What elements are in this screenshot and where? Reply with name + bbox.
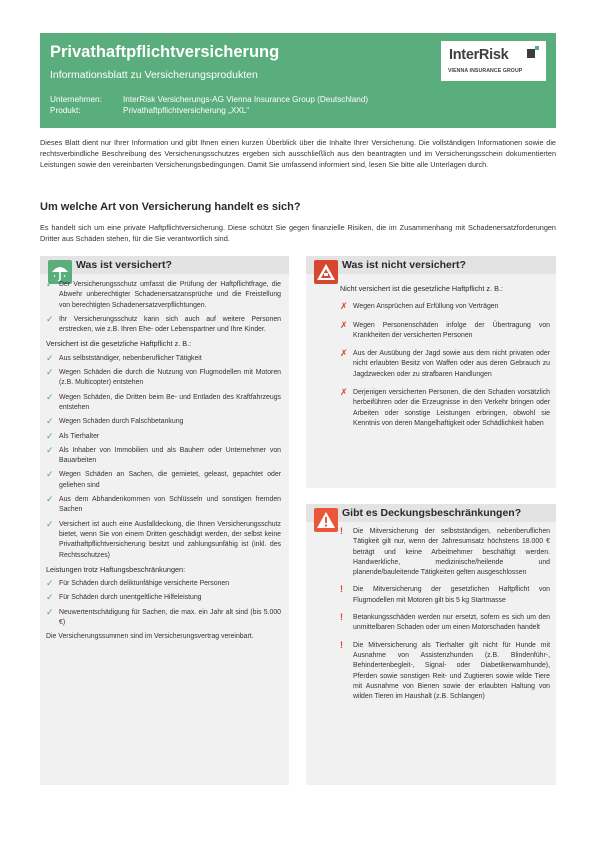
list-item: ! Die Mitversicherung der gesetzlichen Haftpflicht von Flugmodellen mit Motoren gilt bis 5 kg Startmasse xyxy=(340,584,550,604)
check-icon: ✓ xyxy=(46,606,54,617)
section-text: Es handelt sich um eine private Haftpflichtversicherung. Diese schützt Sie gegen finanzielle Risiken, die im Zusammenhang mit Schadenersatzforderungen Dritter aus Schäden stehen, für die Sie verantwortlich sind. xyxy=(40,223,556,244)
check-icon: ✓ xyxy=(46,416,54,427)
cross-icon: ✗ xyxy=(340,319,348,330)
not-insured-title: Was ist nicht versichert? xyxy=(342,259,466,271)
intro-text: Dieses Blatt dient nur Ihrer Information und gibt Ihnen einen kurzen Überblick über die Inhalte Ihrer Versicherung. Die vollständigen Informationen sowie die rechtsverbindliche Beschreibung des Versicherungsschutzes ergeben sich ausschließlich aus den beantragten und im Versicherungsschein dokumentierten Leistungen sowie den vereinbarten Versicherungsbedingungen. Damit Sie umfassend informiert sind, lesen Sie bitte alle Unterlagen durch. xyxy=(40,138,556,170)
list-item: ✗ Derjenigen versicherten Personen, die den Schaden vorsätzlich herbeiführen oder die Erzeugnisse in den Verkehr bringen oder Arbeiten oder sonstige Leistungen erbringen, obwohl sie Kenntnis von deren Mangelhaftigkeit oder Schädlichkeit haben xyxy=(340,387,550,427)
list-item: ✓ Als Inhaber von Immobilien und als Bauherr oder Unternehmer von Bauarbeiten xyxy=(46,444,281,465)
list-item: ! Die Mitversicherung als Tierhalter gilt nicht für Hunde mit Ausnahme von Assistenzhunden (z.B. Blindenführ-, Behindertenbegleit-, Signal- oder Diabetikerwarnhunde), Pferden sowie sonstigen Reit- und Zugtieren sowie wilde Tiere mit Ausnahme von Bienen sowie der erlaubten Haltung von wilden Tieren im Haushalt (z.B. Schlangen) xyxy=(340,639,550,701)
check-icon: ✓ xyxy=(46,430,54,441)
check-icon: ✓ xyxy=(46,313,54,324)
restrictions-title: Gibt es Deckungsbeschränkungen? xyxy=(342,507,522,519)
exclamation-icon: ! xyxy=(340,612,343,623)
insured-box-header xyxy=(40,256,289,274)
not-insured-box-header xyxy=(306,256,556,274)
not-insured-subheading: Nicht versichert ist die gesetzliche Haftpflicht z. B.: xyxy=(340,284,504,293)
logo-tagline: VIENNA INSURANCE GROUP xyxy=(448,68,523,74)
company-label: Unternehmen: xyxy=(50,95,102,104)
check-icon: ✓ xyxy=(46,279,54,289)
logo-name: InterRisk xyxy=(449,47,509,63)
check-icon: ✓ xyxy=(46,352,54,363)
company-logo xyxy=(441,41,546,81)
check-icon: ✓ xyxy=(46,592,54,603)
meta-block xyxy=(50,94,368,116)
list-item: ✓ Aus dem Abhandenkommen von Schlüsseln und sonstigen fremden Sachen xyxy=(46,494,281,514)
list-item: ✓ Für Schäden durch deliktunfähige versicherte Personen xyxy=(46,578,230,589)
cross-icon: ✗ xyxy=(340,387,348,398)
insured-title: Was ist versichert? xyxy=(76,259,172,271)
list-item: ✗ Wegen Personenschäden infolge der Übertragung von Krankheiten der versicherten Personen xyxy=(340,319,550,339)
not-insured-content xyxy=(340,281,550,433)
insured-subheading: Versichert ist die gesetzliche Haftpflicht z. B.: xyxy=(46,339,192,349)
check-icon: ✓ xyxy=(46,469,54,480)
insured-note: Die Versicherungssummen sind im Versicherungsvertrag vereinbart. xyxy=(46,633,254,641)
list-item: ✓ Als Tierhalter xyxy=(46,430,100,441)
page-title: Privathaftpflichtversicherung xyxy=(50,43,280,61)
list-item: ✓ Neuwertentschädigung für Sachen, die max. ein Jahr alt sind (bis 5.000 €) xyxy=(46,606,281,627)
check-icon: ✓ xyxy=(46,391,54,402)
check-icon: ✓ xyxy=(46,578,54,589)
exclamation-icon: ! xyxy=(340,639,343,650)
list-item: ✓ Wegen Schäden die durch die Nutzung von Flugmodellen mit Motoren (z.B. Multicopter) entstehen xyxy=(46,367,281,387)
alert-triangle-icon xyxy=(314,508,338,532)
insured-box xyxy=(40,256,289,785)
logo-mark-icon xyxy=(527,46,539,58)
list-item: ✓ Für Schäden durch unentgeltliche Hilfeleistung xyxy=(46,592,202,603)
check-icon: ✓ xyxy=(46,367,54,378)
restrictions-content xyxy=(340,527,550,706)
list-item: ✓ Wegen Schäden an Sachen, die gemietet, geleast, gepachtet oder geliehen sind xyxy=(46,469,281,489)
product-value: Privathaftpflichtversicherung „XXL“ xyxy=(123,106,250,115)
product-label: Produkt: xyxy=(50,106,81,115)
section-heading: Um welche Art von Versicherung handelt es sich? xyxy=(40,201,301,213)
list-item: ✗ Wegen Ansprüchen auf Erfüllung von Verträgen xyxy=(340,301,499,312)
check-icon: ✓ xyxy=(46,518,54,529)
insured-subheading-2: Leistungen trotz Haftungsbeschränkungen: xyxy=(46,564,186,574)
list-item: ✓ Wegen Schäden durch Falschbetankung xyxy=(46,416,184,427)
insured-content xyxy=(46,280,281,643)
list-item: ✓ Ihr Versicherungsschutz kann sich auch auf weitere Personen erstrecken, wie z.B. Ihren Ehe- oder Lebenspartner und Ihre Kinder. xyxy=(46,313,281,334)
company-value: InterRisk Versicherungs-AG Vienna Insurance Group (Deutschland) xyxy=(123,95,369,104)
list-item: ✓ Der Versicherungsschutz umfasst die Prüfung der Haftpflichtfrage, die Abwehr unberechtigter Schadenersatzansprüche und die Freistellung von berechtigten Schadenersatzverpflichtungen. xyxy=(46,279,281,309)
exclamation-icon: ! xyxy=(340,584,343,595)
check-icon: ✓ xyxy=(46,444,54,455)
restrictions-box-header xyxy=(306,504,556,522)
list-item: ✓ Wegen Schäden, die Dritten beim Be- und Entladen des Kraftfahrzeugs entstehen xyxy=(46,391,281,411)
list-item: ! Betankungsschäden werden nur ersetzt, sofern es sich um den unmittelbaren Schaden oder um einen Motorschaden handelt xyxy=(340,612,550,632)
list-item: ! Die Mitversicherung der selbstständigen, nebenberuflichen Tätigkeit gilt nur, wenn der Jahresumsatz höchstens 18.000 € beträgt und keine Arbeitnehmer beschäftigt werden. Handwerkliche, medizinische/heilende und planende/bauleitende Tätigkeiten gelten ausgeschlossen xyxy=(340,526,550,577)
list-item: ✓ Versichert ist auch eine Ausfalldeckung, die Ihnen Versicherungsschutz bietet, wenn Sie von einem Dritten geschädigt werden, der selbst keine Privathaftpflichtversicherung besitzt und zahlungsunfähig ist (inkl. des Rechtsschutzes) xyxy=(46,518,281,559)
not-insured-box xyxy=(306,256,556,488)
check-icon: ✓ xyxy=(46,494,54,505)
header-banner xyxy=(40,33,556,128)
warning-box-icon xyxy=(314,260,338,284)
cross-icon: ✗ xyxy=(340,348,348,359)
list-item: ✓ Aus selbstständiger, nebenberuflicher Tätigkeit xyxy=(46,352,202,363)
cross-icon: ✗ xyxy=(340,301,348,312)
page-subtitle: Informationsblatt zu Versicherungsprodukten xyxy=(50,69,258,81)
restrictions-box xyxy=(306,504,556,785)
exclamation-icon: ! xyxy=(340,526,343,536)
list-item: ✗ Aus der Ausübung der Jagd sowie aus dem nicht privaten oder nicht erlaubten Besitz von Waffen oder aus deren Gebrauch zu Jagdzwecken oder zu strafbaren Handlungen xyxy=(340,348,550,378)
